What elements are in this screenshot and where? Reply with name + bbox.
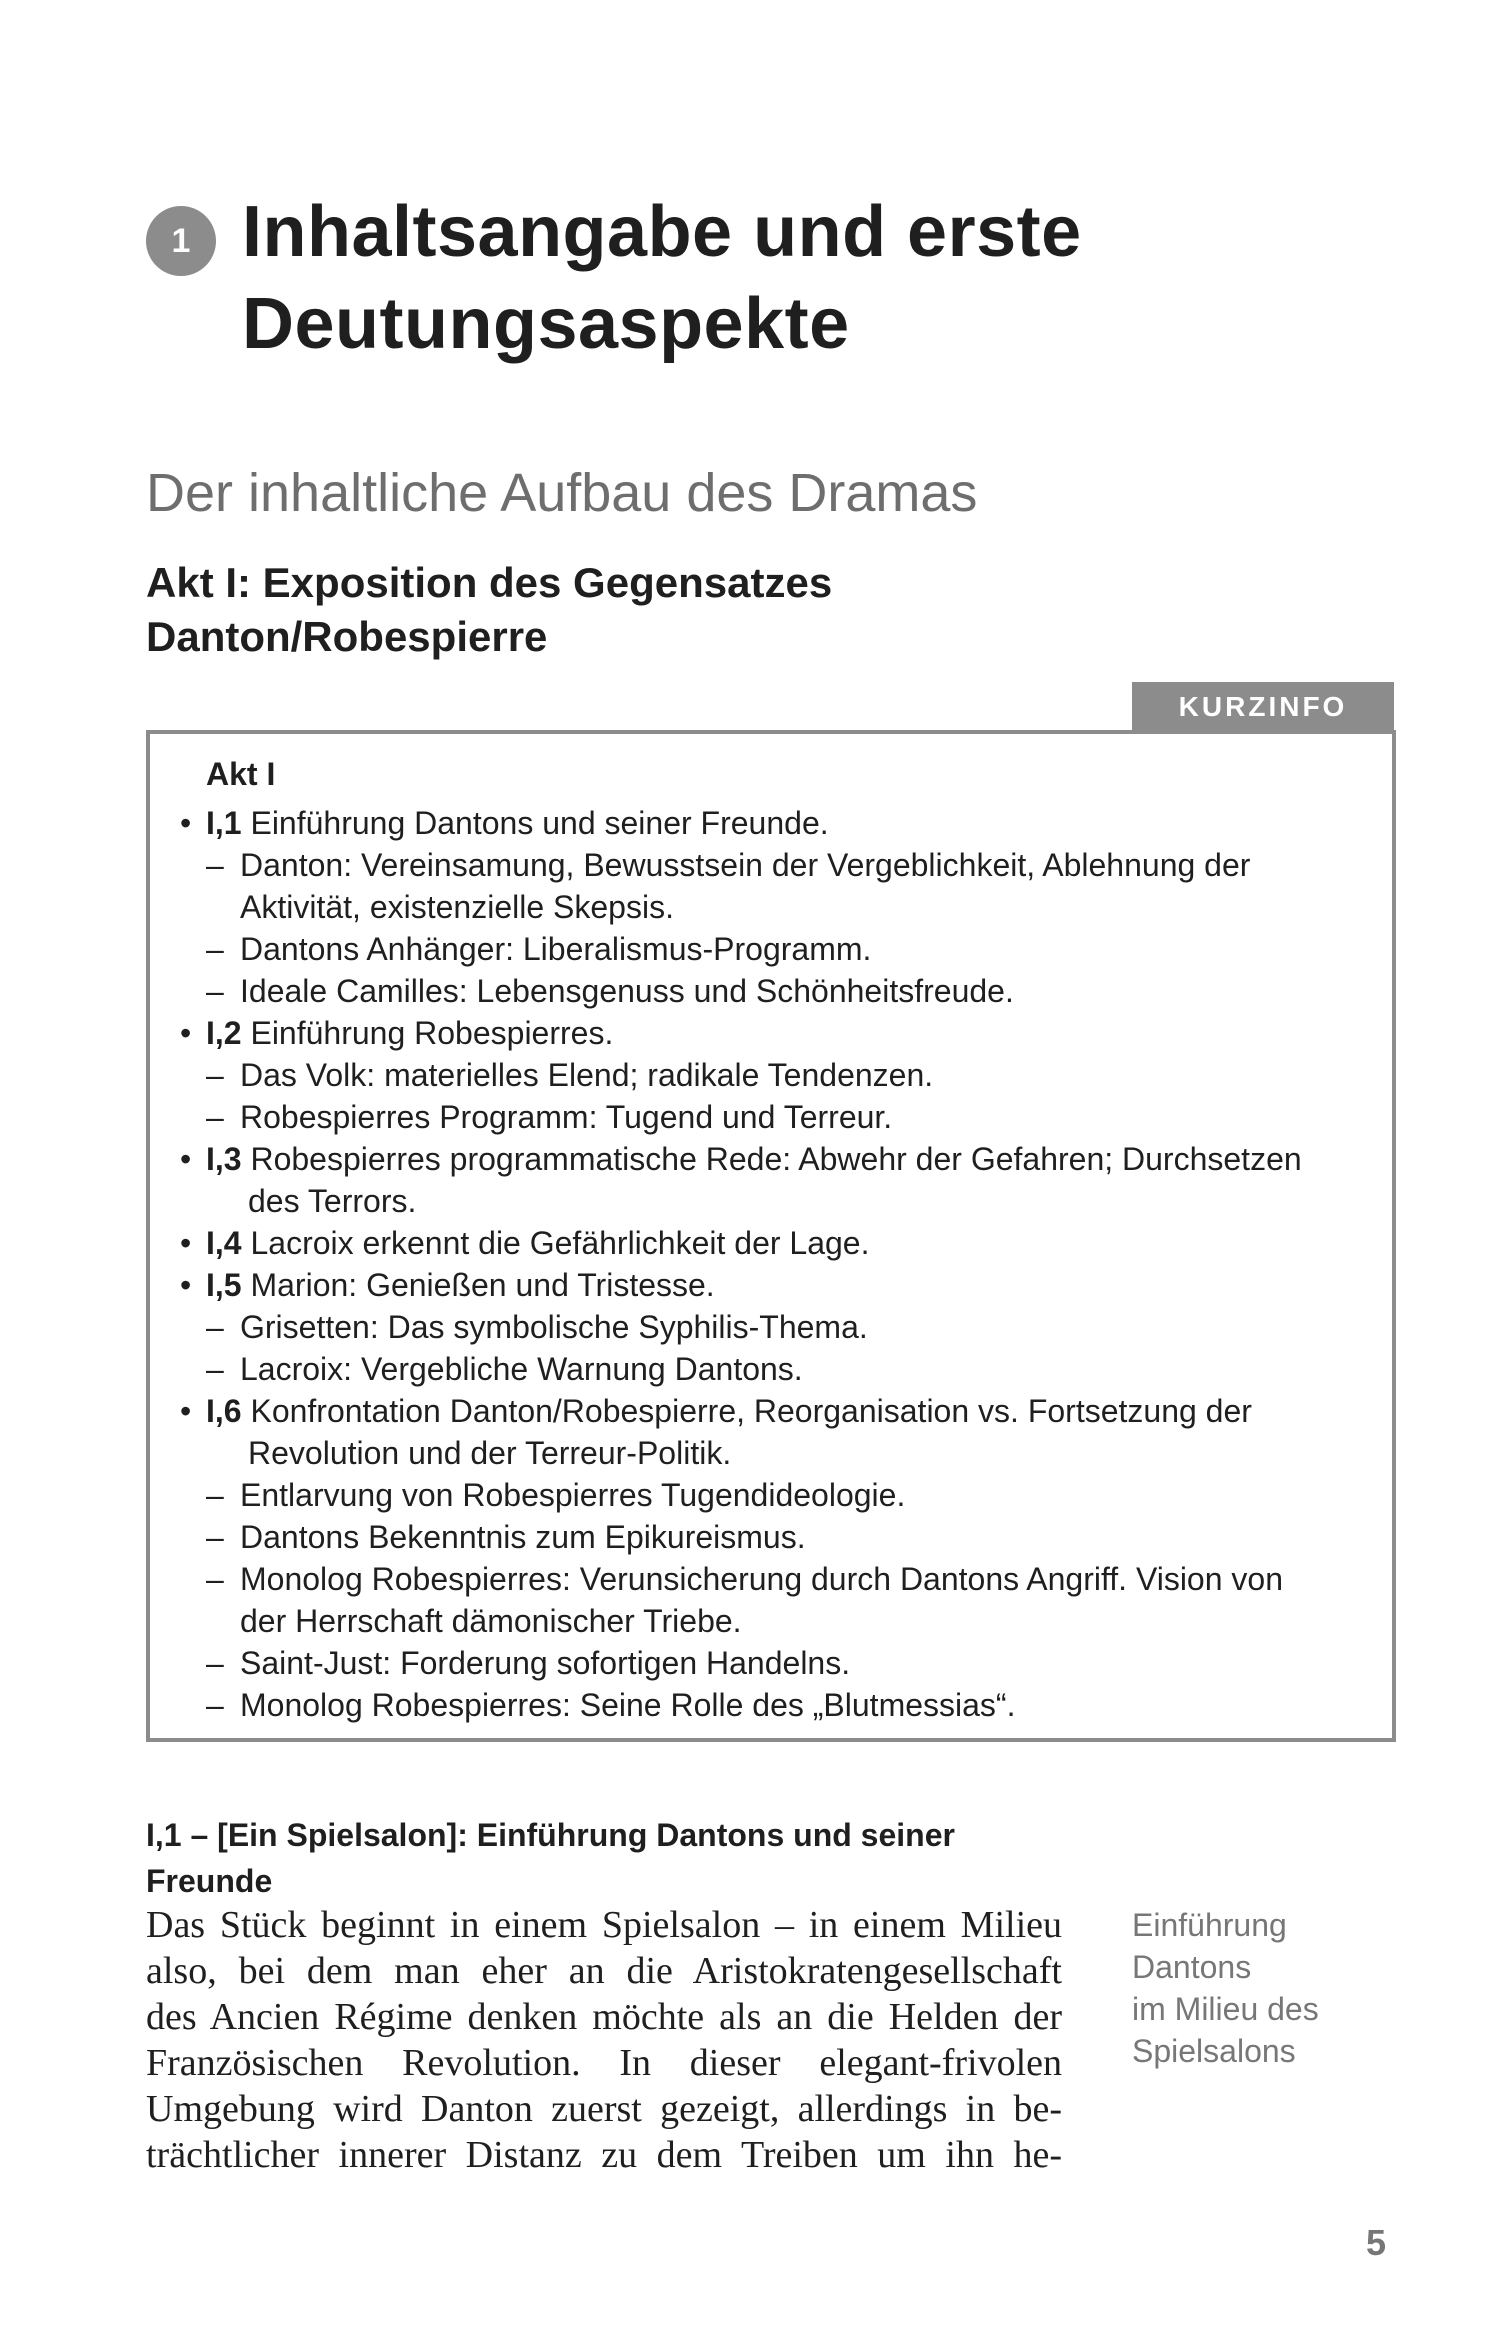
continuation-line [176, 886, 1376, 928]
scene-number: I,6 [206, 1393, 242, 1429]
paragraph-line: des Ancien Régime denken möchte als an die Helden der [146, 1996, 1062, 2038]
sub-item-text: Monolog Robespierres: Verunsicherung durch Dantons Angriff. Vision von [240, 1561, 1283, 1597]
bullet-item [176, 1138, 1376, 1180]
margin-note-line: im Milieu des [1132, 1991, 1319, 2027]
bullet-icon: • [180, 1141, 192, 1177]
kurzinfo-tab [1132, 682, 1394, 732]
kurzinfo-box [146, 730, 1396, 1742]
dash-icon: – [206, 1099, 224, 1135]
bullet-icon: • [180, 1225, 192, 1261]
dash-icon: – [206, 973, 224, 1009]
sub-item-text: Robespierres Programm: Tugend und Terreur. [240, 1099, 893, 1135]
bullet-item [176, 1390, 1376, 1432]
sub-item [176, 1474, 1376, 1516]
dash-icon: – [206, 1057, 224, 1093]
dash-icon: – [206, 1645, 224, 1681]
sub-item [176, 1348, 1376, 1390]
kurzinfo-heading: Akt I [206, 756, 276, 792]
scene-heading-line: I,1 – [Ein Spielsalon]: Einführung Dantons und seiner [146, 1817, 955, 1853]
bullet-item [176, 1264, 1376, 1306]
scene-number: I,3 [206, 1141, 242, 1177]
dash-icon: – [206, 1687, 224, 1723]
margin-note-line: Einführung [1132, 1907, 1287, 1943]
sub-item-text: Dantons Anhänger: Liberalismus-Programm. [240, 931, 872, 967]
scene-heading-line: Freunde [146, 1863, 273, 1899]
bullet-item [176, 1012, 1376, 1054]
subsection-title-line: Danton/Robespierre [146, 613, 548, 660]
sub-item [176, 1096, 1376, 1138]
sub-item [176, 844, 1376, 886]
bullet-text: Konfrontation Danton/Robespierre, Reorganisation vs. Fortsetzung der [241, 1393, 1252, 1429]
continuation-text: Revolution und der Terreur-Politik. [248, 1435, 732, 1471]
scene-heading [146, 1812, 1046, 1904]
sub-item-text: Das Volk: materielles Elend; radikale Tendenzen. [240, 1057, 934, 1093]
sub-item-text: Saint-Just: Forderung sofortigen Handelns. [240, 1645, 851, 1681]
body-paragraph [146, 1902, 1062, 2178]
sub-item [176, 1684, 1376, 1726]
bullet-icon: • [180, 1393, 192, 1429]
paragraph-line: Französischen Revolution. In dieser elegant-frivolen [146, 2042, 1062, 2084]
continuation-text: Aktivität, existenzielle Skepsis. [240, 889, 674, 925]
kurzinfo-list [176, 802, 1376, 1726]
paragraph-line: Das Stück beginnt in einem Spielsalon – in einem Milieu [146, 1904, 1062, 1946]
sub-item-text: Danton: Vereinsamung, Bewusstsein der Vergeblichkeit, Ablehnung der [240, 847, 1251, 883]
bullet-text: Robespierres programmatische Rede: Abwehr der Gefahren; Durchsetzen [241, 1141, 1302, 1177]
bullet-icon: • [180, 805, 192, 841]
paragraph-line: Umgebung wird Danton zuerst gezeigt, allerdings in be- [146, 2088, 1062, 2130]
bullet-text: Lacroix erkennt die Gefährlichkeit der Lage. [241, 1225, 870, 1261]
sub-item-text: Dantons Bekenntnis zum Epikureismus. [240, 1519, 806, 1555]
sub-item-text: Grisetten: Das symbolische Syphilis-Thema. [240, 1309, 868, 1345]
section-title: Der inhaltliche Aufbau des Dramas [146, 463, 978, 523]
margin-note-line: Spielsalons [1132, 2033, 1296, 2069]
sub-item [176, 1054, 1376, 1096]
bullet-text: Marion: Genießen und Tristesse. [241, 1267, 715, 1303]
subsection-title [146, 556, 832, 664]
sub-item [176, 1642, 1376, 1684]
sub-item [176, 970, 1376, 1012]
sub-item [176, 1516, 1376, 1558]
sub-item-text: Ideale Camilles: Lebensgenuss und Schönheitsfreude. [240, 973, 1014, 1009]
margin-note [1132, 1904, 1372, 2072]
continuation-line [176, 1432, 1376, 1474]
bullet-item [176, 1222, 1376, 1264]
bullet-text: Einführung Dantons und seiner Freunde. [241, 805, 829, 841]
chapter-title-line: Inhaltsangabe und erste [242, 192, 1082, 272]
sub-item [176, 1558, 1376, 1600]
sub-item [176, 1306, 1376, 1348]
dash-icon: – [206, 1351, 224, 1387]
bullet-text: Einführung Robespierres. [241, 1015, 614, 1051]
scene-number: I,4 [206, 1225, 242, 1261]
scene-number: I,5 [206, 1267, 242, 1303]
continuation-line [176, 1180, 1376, 1222]
dash-icon: – [206, 931, 224, 967]
dash-icon: – [206, 1477, 224, 1513]
sub-item-text: Lacroix: Vergebliche Warnung Dantons. [240, 1351, 803, 1387]
sub-item-text: Monolog Robespierres: Seine Rolle des „Blutmessias“. [240, 1687, 1016, 1723]
kurzinfo-tab-label: KURZINFO [1178, 691, 1348, 722]
dash-icon: – [206, 1561, 224, 1597]
dash-icon: – [206, 1519, 224, 1555]
page-number: 5 [1366, 2222, 1387, 2263]
paragraph-line: also, bei dem man eher an die Aristokratengesellschaft [146, 1950, 1062, 1992]
chapter-title-line: Deutungsaspekte [242, 284, 850, 364]
sub-item [176, 928, 1376, 970]
continuation-line [176, 1600, 1376, 1642]
dash-icon: – [206, 847, 224, 883]
subsection-title-line: Akt I: Exposition des Gegensatzes [146, 559, 833, 606]
bullet-icon: • [180, 1267, 192, 1303]
sub-item-text: Entlarvung von Robespierres Tugendideologie. [240, 1477, 906, 1513]
bullet-icon: • [180, 1015, 192, 1051]
scene-number: I,2 [206, 1015, 242, 1051]
continuation-text: des Terrors. [248, 1183, 417, 1219]
continuation-text: der Herrschaft dämonischer Triebe. [240, 1603, 742, 1639]
paragraph-line: trächtlicher innerer Distanz zu dem Treiben um ihn he- [146, 2134, 1062, 2176]
chapter-title [242, 186, 1342, 370]
dash-icon: – [206, 1309, 224, 1345]
bullet-item [176, 802, 1376, 844]
chapter-number-badge [146, 206, 216, 276]
margin-note-line: Dantons [1132, 1949, 1252, 1985]
chapter-number: 1 [171, 221, 191, 260]
scene-number: I,1 [206, 805, 242, 841]
